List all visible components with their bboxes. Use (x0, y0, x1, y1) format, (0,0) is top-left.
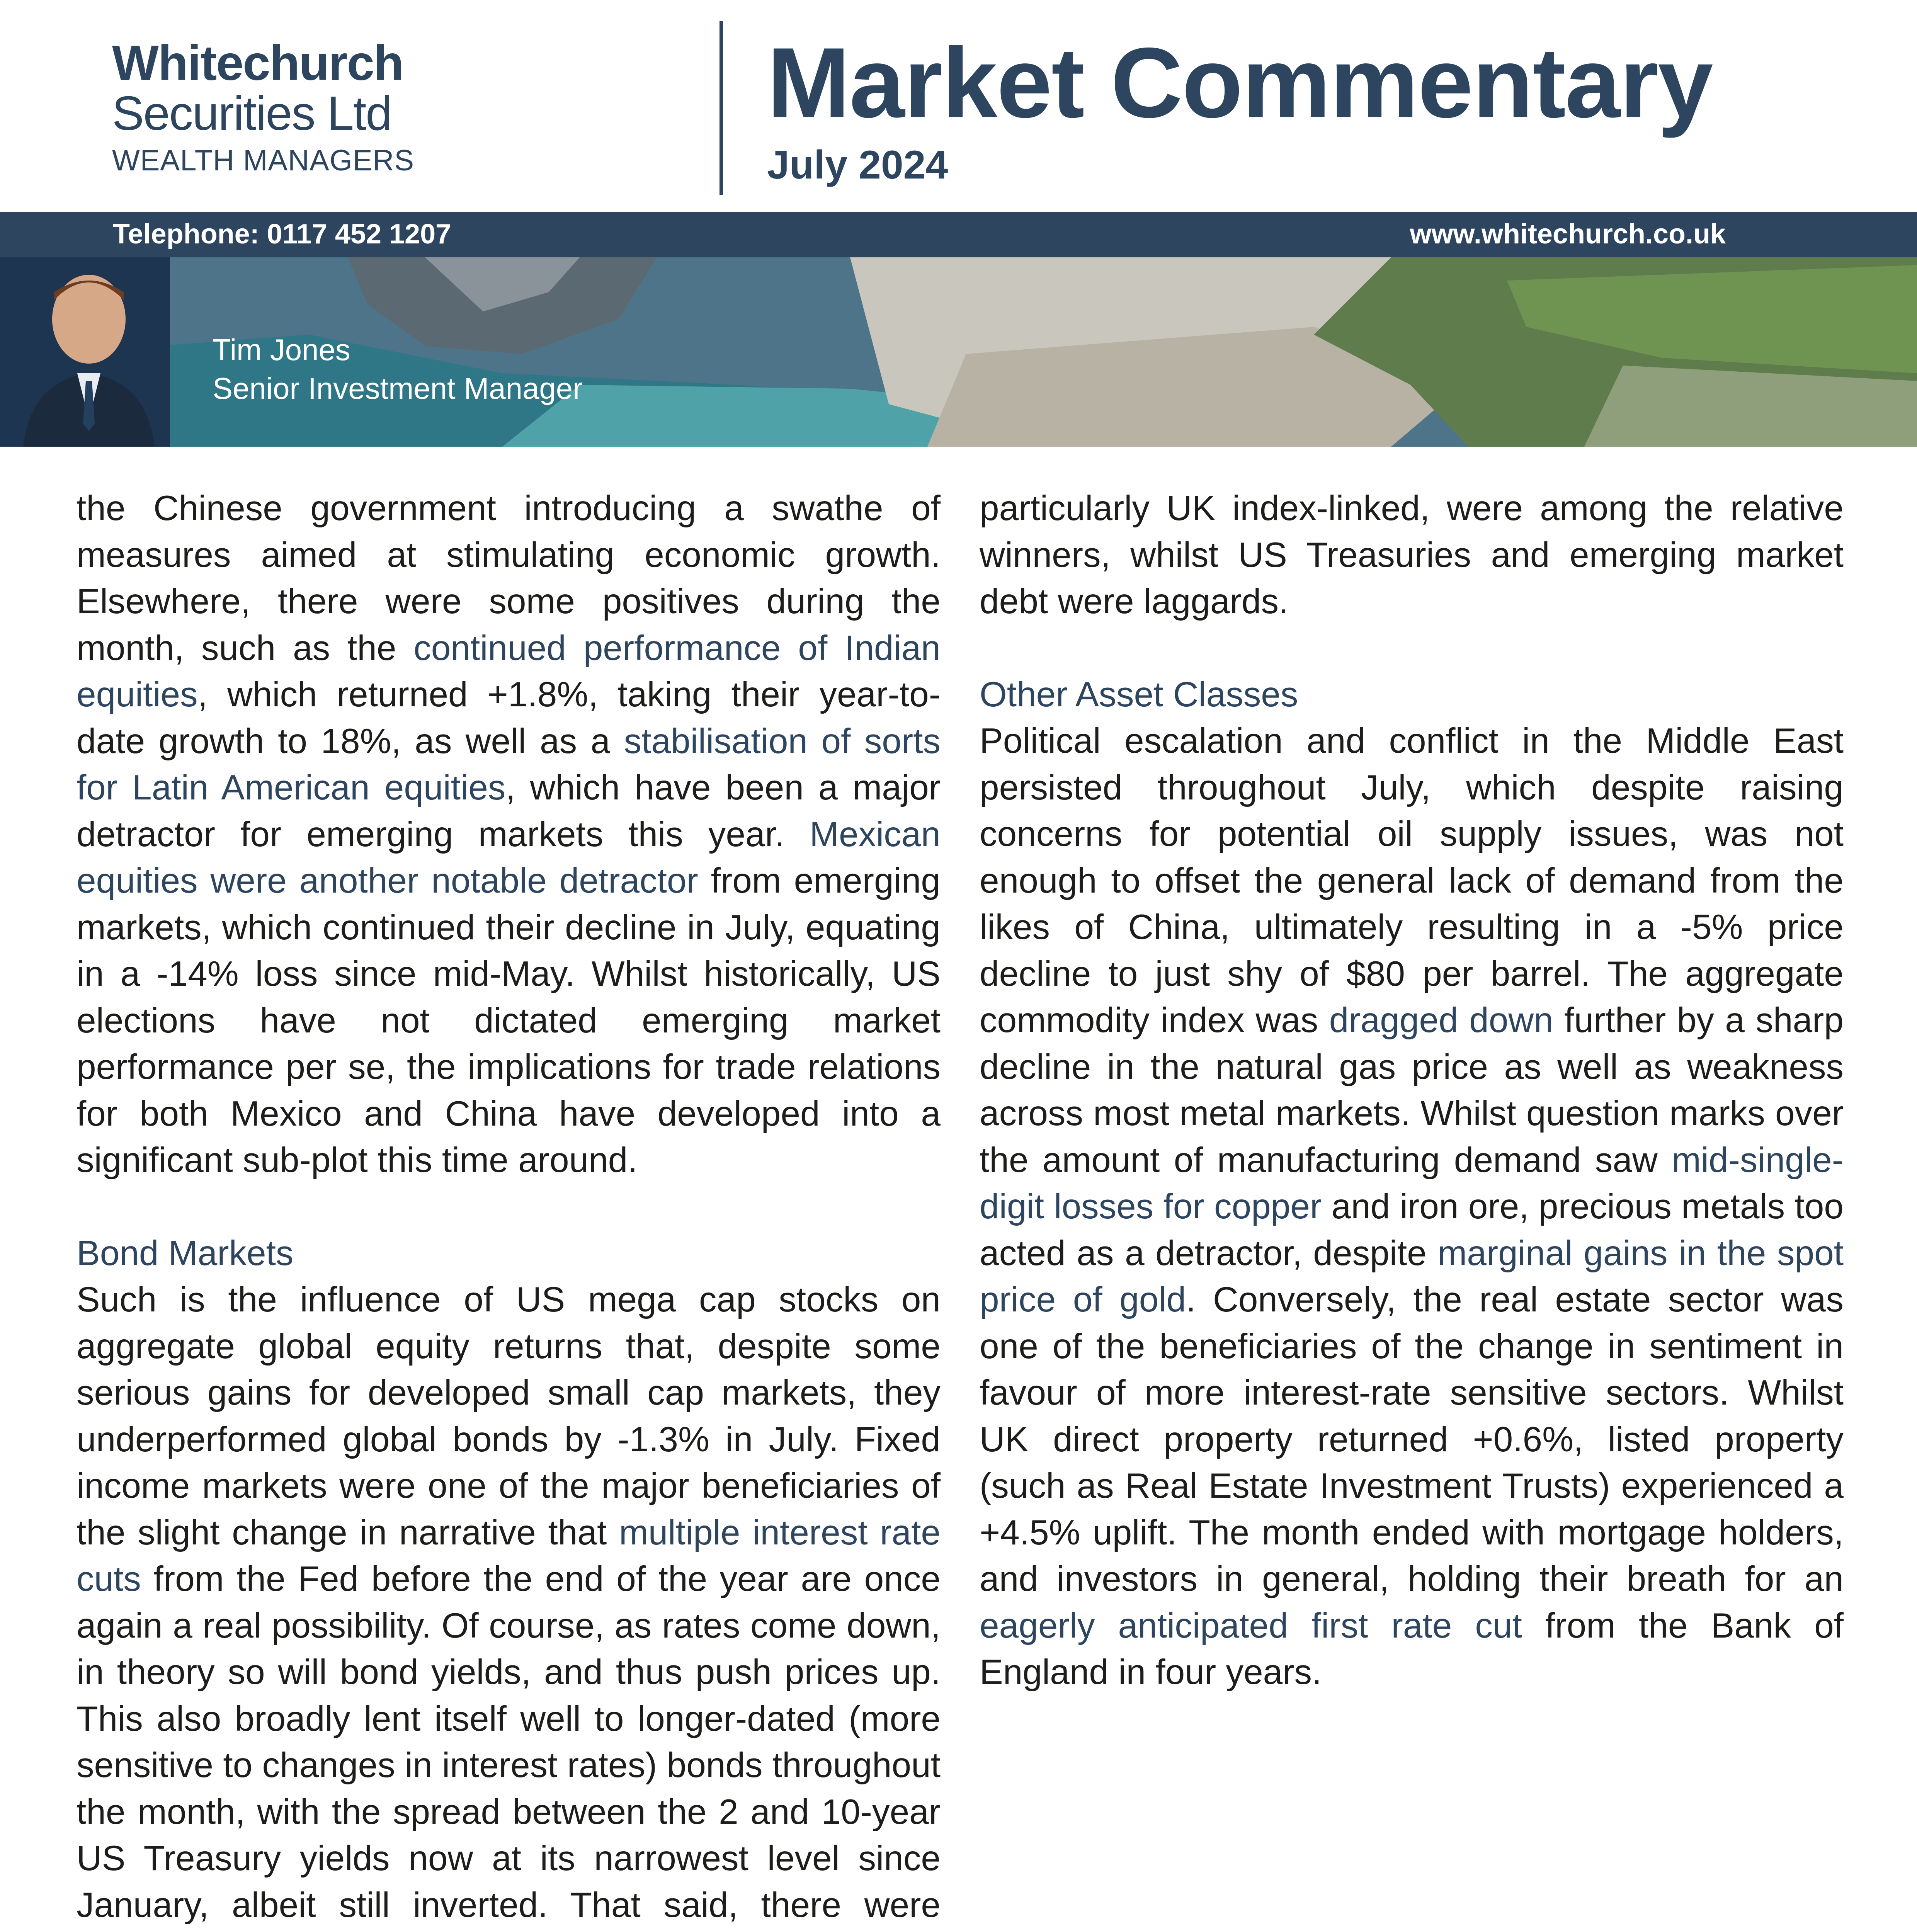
paragraph-gap (77, 1184, 941, 1230)
text-run: Such is the influence of US mega cap stocks on aggregate global equity returns that, despite some serious gains for developed small cap markets, they underperformed global bonds by -1.3% in July. Fixed income markets were one of the major beneficiaries of the slight change in narrative that (77, 1280, 941, 1552)
highlight-text: continued performance of Indian equities (77, 628, 941, 714)
text-run: and iron ore, precious metals too acted as a detractor, despite (980, 1187, 1844, 1273)
text-run: from emerging markets, which continued their decline in July, equating in a -14% loss since mid-May. Whilst historically, US elections have not dictated emerging market performance per se, the implications for trade relations for both Mexico and China have developed into a significant sub-plot this time around. (77, 861, 941, 1180)
article-body (0, 485, 1917, 1932)
logo-line-3: WEALTH MANAGERS (112, 144, 415, 177)
header-divider (720, 21, 723, 195)
text-run: . Conversely, the real estate sector was one of the beneficiaries of the change in sentiment in favour of more interest-rate sensitive sectors. Whilst UK direct property returned +0.6%, listed property (such as Real Estate Investment Trusts) experienced a +4.5% uplift. The month ended with mortgage holders, and investors in general, holding their breath for an (980, 1280, 1844, 1599)
highlight-text: marginal gains in the spot price of gold (980, 1233, 1844, 1319)
text-run: from the Bank of England in four years. (980, 1606, 1844, 1692)
section-heading-other-asset-classes: Other Asset Classes (980, 675, 1298, 714)
text-run: Political escalation and conflict in the Middle East persisted throughout July, which despite raising concerns for potential oil supply issues, was not enough to offset the general lack of demand from the likes of China, ultimately resulting in a -5% price decline to just shy of $80 per barrel. The aggregate commodity index was (980, 721, 1844, 1040)
highlight-text: stabilisation of sorts for Latin American equities (77, 721, 941, 807)
equities-paragraph (77, 485, 941, 1184)
text-run: , which have been a major detractor for emerging markets this year. (77, 768, 941, 854)
logo-line-2: Securities Ltd (112, 87, 392, 140)
highlight-text: multiple interest rate cuts (77, 1513, 941, 1599)
author-role: Senior Investment Manager (213, 371, 583, 405)
right-column (980, 485, 1844, 1696)
paragraph-gap (980, 625, 1844, 672)
section-heading-bond-markets: Bond Markets (77, 1233, 294, 1273)
text-run: from the Fed before the end of the year are once again a real possibility. Of course, as rates come down, in theory so will bond yields, and thus push prices up. This also broadly lent itself well to longer-dated (more sensitive to changes in interest rates) bonds throughout the month, with the spread between the 2 and 10-year US Treasury yields now at its narrowest level since January, albeit still inverted. That said, there were (77, 1560, 941, 1925)
page-header (0, 0, 1917, 211)
text-run: , which returned +1.8%, taking their year-to-date growth to 18%, as well as a (77, 675, 941, 761)
logo-line-1: Whitechurch (112, 36, 403, 91)
highlight-text: mid-single-digit losses for copper (980, 1140, 1844, 1226)
page-title: Market Commentary (767, 27, 1713, 138)
highlight-text: dragged down (1329, 1001, 1553, 1040)
website-link[interactable]: www.whitechurch.co.uk (1410, 219, 1726, 250)
left-column (77, 485, 941, 1932)
highlight-text: Mexican equities were another notable detractor (77, 815, 941, 900)
coastal-banner-image (0, 257, 1917, 447)
author-name: Tim Jones (213, 333, 350, 367)
telephone-number: Telephone: 0117 452 1207 (113, 219, 451, 250)
text-run: further by a sharp decline in the natural gas price as well as weakness across most metal markets. Whilst question marks over the amount of manufacturing demand saw (980, 1001, 1844, 1180)
author-block (213, 331, 583, 408)
issue-date: July 2024 (767, 143, 948, 187)
other-asset-classes-paragraph (980, 718, 1844, 1696)
company-logo (112, 36, 460, 177)
highlight-text: eagerly anticipated first rate cut (980, 1606, 1522, 1645)
bond-markets-paragraph (77, 1277, 941, 1932)
text-run: the Chinese government introducing a swathe of measures aimed at stimulating economic growth. Elsewhere, there were some positives during the month, such as the (77, 489, 941, 668)
contact-bar (0, 212, 1917, 257)
bond-markets-continued-paragraph: particularly UK index-linked, were among the relative winners, whilst US Treasuries and emerging market debt were laggards. (980, 489, 1844, 621)
